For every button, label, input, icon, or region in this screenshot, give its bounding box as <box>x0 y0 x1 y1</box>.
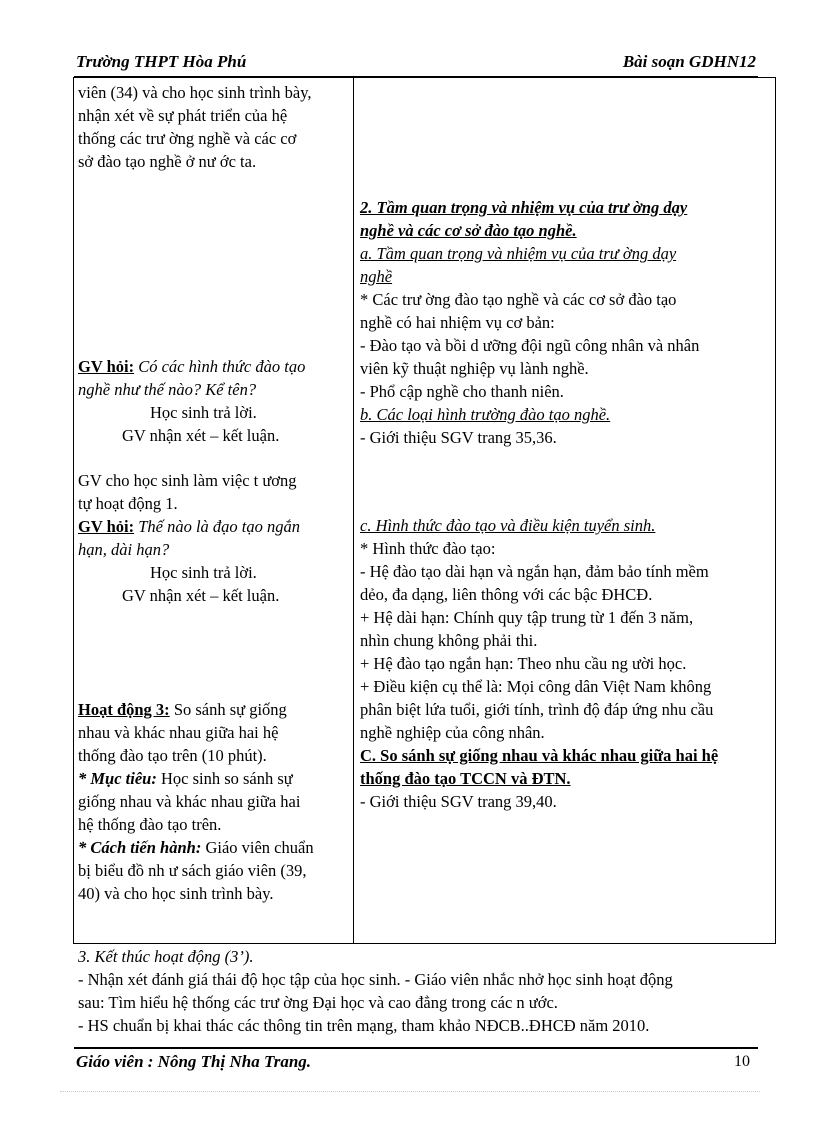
subsection-title: nghề <box>360 267 393 286</box>
text-line: + Điều kiện cụ thể là: Mọi công dân Việt Nam không <box>360 677 712 696</box>
section-c-sub <box>360 514 772 813</box>
text-line: dẻo, đa dạng, liên thông với các bậc ĐHCĐ. <box>360 585 653 604</box>
teacher-signature: Giáo viên : Nông Thị Nha Trang. <box>76 1052 312 1071</box>
lesson-table <box>73 77 776 944</box>
section-title: C. So sánh sự giống nhau và khác nhau giữa hai hệ <box>360 746 719 765</box>
answer-text: Học sinh trả lời. <box>150 563 257 582</box>
question-label: GV hỏi: <box>78 517 135 536</box>
method-text: Giáo viên chuẩn <box>201 838 314 857</box>
method-text: 40) và cho học sinh trình bày. <box>78 884 274 903</box>
question-text: Thế nào là đạo tạo ngắn <box>134 517 301 536</box>
page-edge <box>60 1091 760 1092</box>
subsection-title: a. Tầm quan trọng và nhiệm vụ của trư ờng dạy <box>360 244 677 263</box>
closing-title: 3. Kết thúc hoạt động (3’). <box>78 947 254 966</box>
task-text <box>78 469 350 515</box>
subsection-title: b. Các loại hình trường đào tạo nghề. <box>360 405 611 424</box>
text-line: - HS chuẩn bị khai thác các thông tin trên mạng, tham khảo NĐCB..ĐHCĐ năm 2010. <box>78 1016 650 1035</box>
activity-3 <box>78 698 350 905</box>
column-divider <box>353 78 354 943</box>
answer-text: Học sinh trả lời. <box>150 403 257 422</box>
activity-label: Hoạt động 3: <box>78 700 170 719</box>
text-line: GV cho học sinh làm việc t ương <box>78 471 297 490</box>
left-intro <box>78 81 350 173</box>
conclusion-text: GV nhận xét – kết luận. <box>122 586 280 605</box>
text-line: - Đào tạo và bồi d ưỡng đội ngũ công nhân và nhân <box>360 336 700 355</box>
question-2 <box>78 515 350 607</box>
section-title: nghề và các cơ sở đào tạo nghề. <box>360 221 577 240</box>
text-line: sở đào tạo nghề ở nư ớc ta. <box>78 152 257 171</box>
section-2 <box>360 196 772 449</box>
question-1 <box>78 355 350 447</box>
activity-text: thống đào tạo trên (10 phút). <box>78 746 267 765</box>
question-label: GV hỏi: <box>78 357 135 376</box>
text-line: nhận xét về sự phát triển của hệ <box>78 106 288 125</box>
text-line: - Nhận xét đánh giá thái độ học tập của học sinh. - Giáo viên nhắc nhở học sinh hoạt động <box>78 970 673 989</box>
subsection-title: c. Hình thức đào tạo và điều kiện tuyển sinh. <box>360 516 656 535</box>
text-line: tự hoạt động 1. <box>78 494 178 513</box>
section-title: thống đào tạo TCCN và ĐTN. <box>360 769 571 788</box>
conclusion-text: GV nhận xét – kết luận. <box>122 426 280 445</box>
text-line: - Giới thiệu SGV trang 35,36. <box>360 428 557 447</box>
goal-text: Học sinh so sánh sự <box>156 769 293 788</box>
question-text: hạn, dài hạn? <box>78 540 170 559</box>
text-line: viên (34) và cho học sinh trình bày, <box>78 83 312 102</box>
text-line: nghề nghiệp của công nhân. <box>360 723 545 742</box>
goal-label: * Mục tiêu: <box>78 769 157 788</box>
activity-text: So sánh sự giống <box>169 700 287 719</box>
text-line: viên kỹ thuật nghiệp vụ lành nghề. <box>360 359 589 378</box>
page-number: 10 <box>734 1053 750 1070</box>
method-text: bị biểu đồ nh ư sách giáo viên (39, <box>78 861 307 880</box>
section-title: 2. Tầm quan trọng và nhiệm vụ của trư ờng dạy <box>360 198 688 217</box>
activity-text: nhau và khác nhau giữa hai hệ <box>78 723 279 742</box>
text-line: thống các trư ờng nghề và các cơ <box>78 129 297 148</box>
closing-activity <box>78 945 758 1037</box>
text-line: nghề có hai nhiệm vụ cơ bản: <box>360 313 555 332</box>
text-line: nhìn chung không phải thi. <box>360 631 538 650</box>
text-line: * Các trư ờng đào tạo nghề và các cơ sở đào tạo <box>360 290 677 309</box>
school-name: Trường THPT Hòa Phú <box>76 52 247 71</box>
footer-rule <box>74 1047 758 1049</box>
text-line: phân biệt lứa tuổi, giới tính, trình độ đáp ứng nhu cầu <box>360 700 714 719</box>
text-line: + Hệ đào tạo ngắn hạn: Theo nhu cầu ng ười học. <box>360 654 687 673</box>
question-text: Có các hình thức đào tạo <box>134 357 306 376</box>
goal-text: giống nhau và khác nhau giữa hai <box>78 792 301 811</box>
text-line: - Hệ đào tạo dài hạn và ngắn hạn, đảm bảo tính mềm <box>360 562 709 581</box>
text-line: - Giới thiệu SGV trang 39,40. <box>360 792 557 811</box>
text-line: + Hệ dài hạn: Chính quy tập trung từ 1 đến 3 năm, <box>360 608 694 627</box>
page-header <box>76 52 756 76</box>
text-line: sau: Tìm hiểu hệ thống các trư ờng Đại học và cao đẳng trong các n ước. <box>78 993 558 1012</box>
text-line: - Phổ cập nghề cho thanh niên. <box>360 382 564 401</box>
goal-text: hệ thống đào tạo trên. <box>78 815 222 834</box>
text-line: * Hình thức đào tạo: <box>360 539 496 558</box>
course-name: Bài soạn GDHN12 <box>622 52 756 71</box>
question-text: nghề như thế nào? Kể tên? <box>78 380 257 399</box>
method-label: * Cách tiến hành: <box>78 838 202 857</box>
